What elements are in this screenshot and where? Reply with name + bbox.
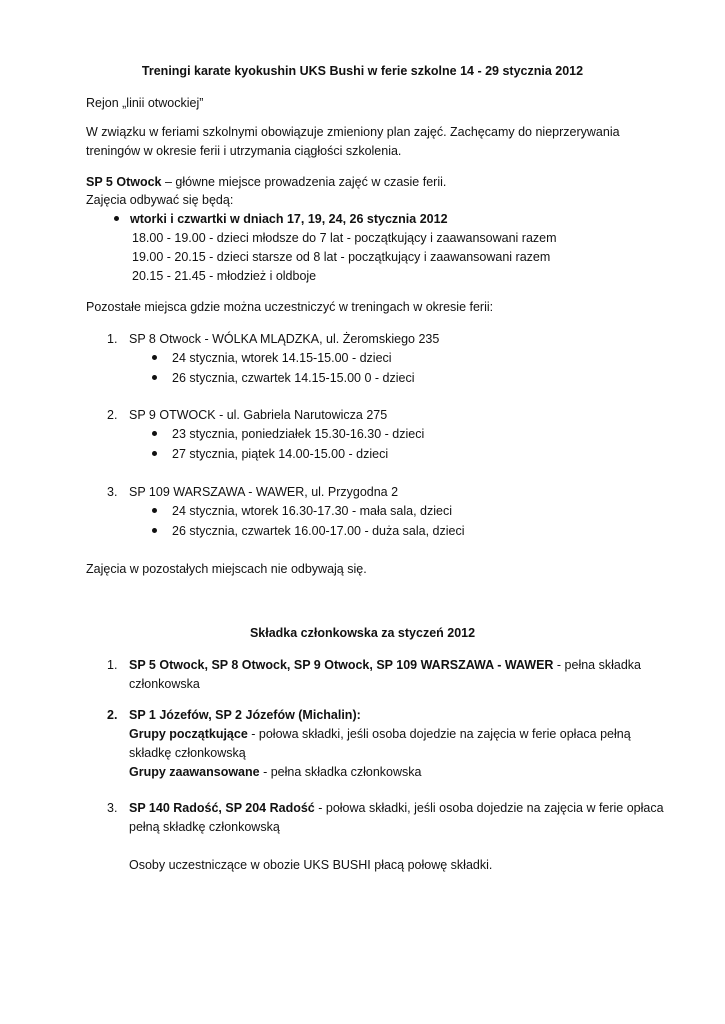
list-number: 3. bbox=[107, 485, 118, 499]
bullet-icon bbox=[152, 528, 157, 533]
main-place-desc: – główne miejsce prowadzenia zajęć w czasie ferii. bbox=[161, 175, 447, 189]
fee-item-continuation: pełną składkę członkowską bbox=[129, 820, 280, 834]
list-number: 1. bbox=[107, 658, 118, 672]
fee-item-continuation: składkę członkowską bbox=[129, 746, 246, 760]
list-number: 3. bbox=[107, 801, 118, 815]
list-number: 2. bbox=[107, 708, 118, 722]
time-slot: 20.15 - 21.45 - młodzież i oldboje bbox=[132, 269, 317, 283]
fee-group-advanced bbox=[129, 763, 422, 782]
place-name: SP 109 WARSZAWA - WAWER, ul. Przygodna 2 bbox=[129, 485, 399, 499]
camp-note: Osoby uczestniczące w obozie UKS BUSHI płacą połowę składki. bbox=[129, 858, 493, 872]
place-session: 27 stycznia, piątek 14.00-15.00 - dzieci bbox=[172, 447, 389, 461]
place-session: 24 stycznia, wtorek 14.15-15.00 - dzieci bbox=[172, 351, 392, 365]
place-session: 24 stycznia, wtorek 16.30-17.30 - mała sala, dzieci bbox=[172, 504, 452, 518]
bullet-icon bbox=[152, 451, 157, 456]
fee-item-schools: SP 5 Otwock, SP 8 Otwock, SP 9 Otwock, SP 109 WARSZAWA - WAWER bbox=[129, 658, 554, 672]
fee-item-continuation: członkowska bbox=[129, 677, 200, 691]
other-places-intro: Pozostałe miejsca gdzie można uczestniczyć w treningach w okresie ferii: bbox=[86, 300, 494, 314]
fee-group-beginners bbox=[129, 725, 631, 744]
intro-line-2: treningów w okresie ferii i utrzymania ciągłości szkolenia. bbox=[86, 144, 402, 158]
place-session: 26 stycznia, czwartek 16.00-17.00 - duża sala, dzieci bbox=[172, 524, 465, 538]
sessions-intro: Zajęcia odbywać się będą: bbox=[86, 193, 234, 207]
place-name: SP 8 Otwock - WÓLKA MLĄDZKA, ul. Żeromskiego 235 bbox=[129, 332, 440, 346]
bullet-icon bbox=[152, 355, 157, 360]
fee-item-rule: - połowa składki, jeśli osoba dojedzie na zajęcia w ferie opłaca bbox=[314, 801, 664, 815]
intro-line-1: W związku w feriami szkolnymi obowiązuje zmieniony plan zajęć. Zachęcamy do nieprzerywania bbox=[86, 125, 620, 139]
region-line: Rejon „linii otwockiej” bbox=[86, 96, 204, 110]
bullet-icon bbox=[152, 375, 157, 380]
group-name: Grupy zaawansowane bbox=[129, 765, 260, 779]
fee-item bbox=[129, 799, 664, 818]
main-place-days: wtorki i czwartki w dniach 17, 19, 24, 26 stycznia 2012 bbox=[130, 212, 448, 226]
time-slot: 18.00 - 19.00 - dzieci młodsze do 7 lat - początkujący i zaawansowani razem bbox=[132, 231, 557, 245]
main-place-name: SP 5 Otwock bbox=[86, 175, 162, 189]
main-place-line bbox=[86, 173, 446, 192]
bullet-icon bbox=[114, 216, 119, 221]
bullet-icon bbox=[152, 508, 157, 513]
place-name: SP 9 OTWOCK - ul. Gabriela Narutowicza 275 bbox=[129, 408, 388, 422]
place-session: 26 stycznia, czwartek 14.15-15.00 0 - dzieci bbox=[172, 371, 415, 385]
list-number: 2. bbox=[107, 408, 118, 422]
place-session: 23 stycznia, poniedziałek 15.30-16.30 - dzieci bbox=[172, 427, 425, 441]
group-name: Grupy początkujące bbox=[129, 727, 248, 741]
fee-item bbox=[129, 656, 641, 675]
bullet-icon bbox=[152, 431, 157, 436]
group-rule: - połowa składki, jeśli osoba dojedzie na zajęcia w ferie opłaca pełną bbox=[247, 727, 631, 741]
fee-item-schools: SP 140 Radość, SP 204 Radość bbox=[129, 801, 315, 815]
time-slot: 19.00 - 20.15 - dzieci starsze od 8 lat - początkujący i zaawansowani razem bbox=[132, 250, 551, 264]
document-title: Treningi karate kyokushin UKS Bushi w ferie szkolne 14 - 29 stycznia 2012 bbox=[141, 64, 584, 78]
fee-item-rule: - pełna składka bbox=[553, 658, 641, 672]
group-rule: - pełna składka członkowska bbox=[259, 765, 422, 779]
fee-title: Składka członkowska za styczeń 2012 bbox=[249, 626, 476, 640]
fee-item-schools: SP 1 Józefów, SP 2 Józefów (Michalin): bbox=[129, 708, 361, 722]
list-number: 1. bbox=[107, 332, 118, 346]
other-places-note: Zajęcia w pozostałych miejscach nie odbywają się. bbox=[86, 562, 367, 576]
